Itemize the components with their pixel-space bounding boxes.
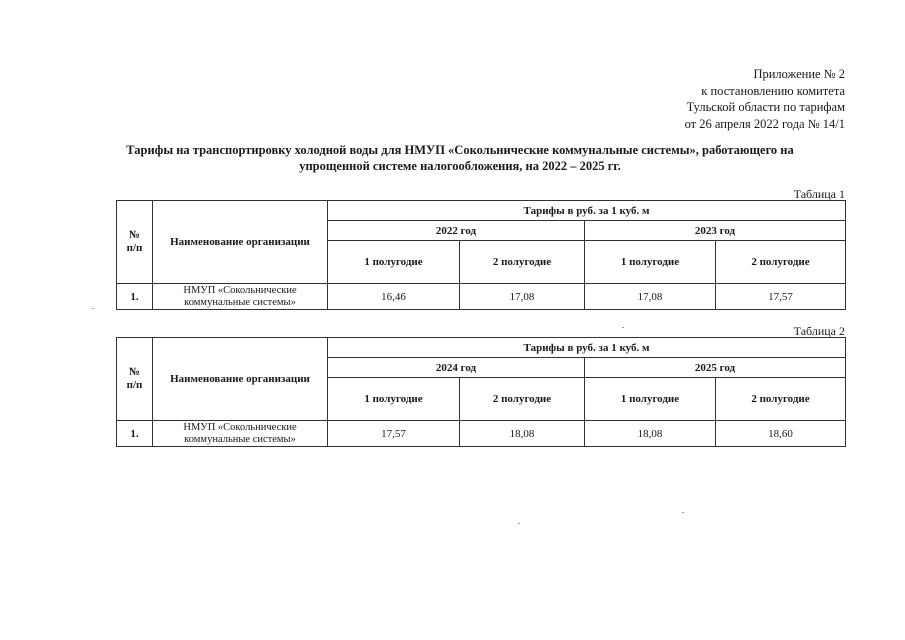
half-year-header: 2 полугодие	[716, 241, 846, 284]
scan-speck	[518, 523, 520, 524]
scan-speck	[92, 308, 94, 309]
scan-speck	[682, 512, 684, 513]
title-line-1: Тарифы на транспортировку холодной воды для НМУП «Сокольнические коммунальные системы», работающего на	[126, 143, 794, 157]
org-header: Наименование организации	[153, 201, 328, 284]
num-header: № п/п	[117, 201, 153, 284]
half-year-header: 2 полугодие	[460, 241, 585, 284]
num-header: № п/п	[117, 338, 153, 421]
tariff-value: 17,57	[328, 421, 460, 447]
year-header: 2022 год	[328, 221, 585, 241]
half-year-header: 1 полугодие	[328, 241, 460, 284]
tariff-header: Тарифы в руб. за 1 куб. м	[328, 201, 846, 221]
tariff-header: Тарифы в руб. за 1 куб. м	[328, 338, 846, 358]
tariff-value: 18,60	[716, 421, 846, 447]
appendix-line-3: Тульской области по тарифам	[686, 100, 845, 114]
tariff-value: 16,46	[328, 284, 460, 310]
half-year-header: 1 полугодие	[585, 378, 716, 421]
row-number: 1.	[117, 284, 153, 310]
year-header: 2024 год	[328, 358, 585, 378]
org-name: НМУП «Сокольнические коммунальные системы»	[153, 284, 328, 310]
table-row	[117, 421, 846, 447]
tariff-value: 18,08	[460, 421, 585, 447]
appendix-line-4: от 26 апреля 2022 года № 14/1	[684, 116, 845, 131]
org-header: Наименование организации	[153, 338, 328, 421]
tariff-value: 17,57	[716, 284, 846, 310]
scan-speck	[622, 327, 624, 328]
half-year-header: 1 полугодие	[328, 378, 460, 421]
appendix-line-2: к постановлению комитета	[701, 83, 845, 98]
table-row	[117, 284, 846, 310]
half-year-header: 1 полугодие	[585, 241, 716, 284]
table-2-caption: Таблица 2	[793, 324, 845, 338]
appendix-header	[685, 66, 845, 132]
org-name: НМУП «Сокольнические коммунальные системы»	[153, 421, 328, 447]
tariff-value: 17,08	[460, 284, 585, 310]
table-1-caption: Таблица 1	[793, 187, 845, 201]
tariff-value: 17,08	[585, 284, 716, 310]
document-title	[100, 142, 820, 174]
title-line-2: упрощенной системе налогообложения, на 2022 – 2025 гг.	[299, 159, 621, 173]
row-number: 1.	[117, 421, 153, 447]
half-year-header: 2 полугодие	[460, 378, 585, 421]
tariff-value: 18,08	[585, 421, 716, 447]
year-header: 2025 год	[585, 358, 846, 378]
tariff-table-1	[116, 200, 846, 310]
half-year-header: 2 полугодие	[716, 378, 846, 421]
appendix-line-1: Приложение № 2	[753, 67, 845, 81]
tariff-table-2	[116, 337, 846, 447]
year-header: 2023 год	[585, 221, 846, 241]
